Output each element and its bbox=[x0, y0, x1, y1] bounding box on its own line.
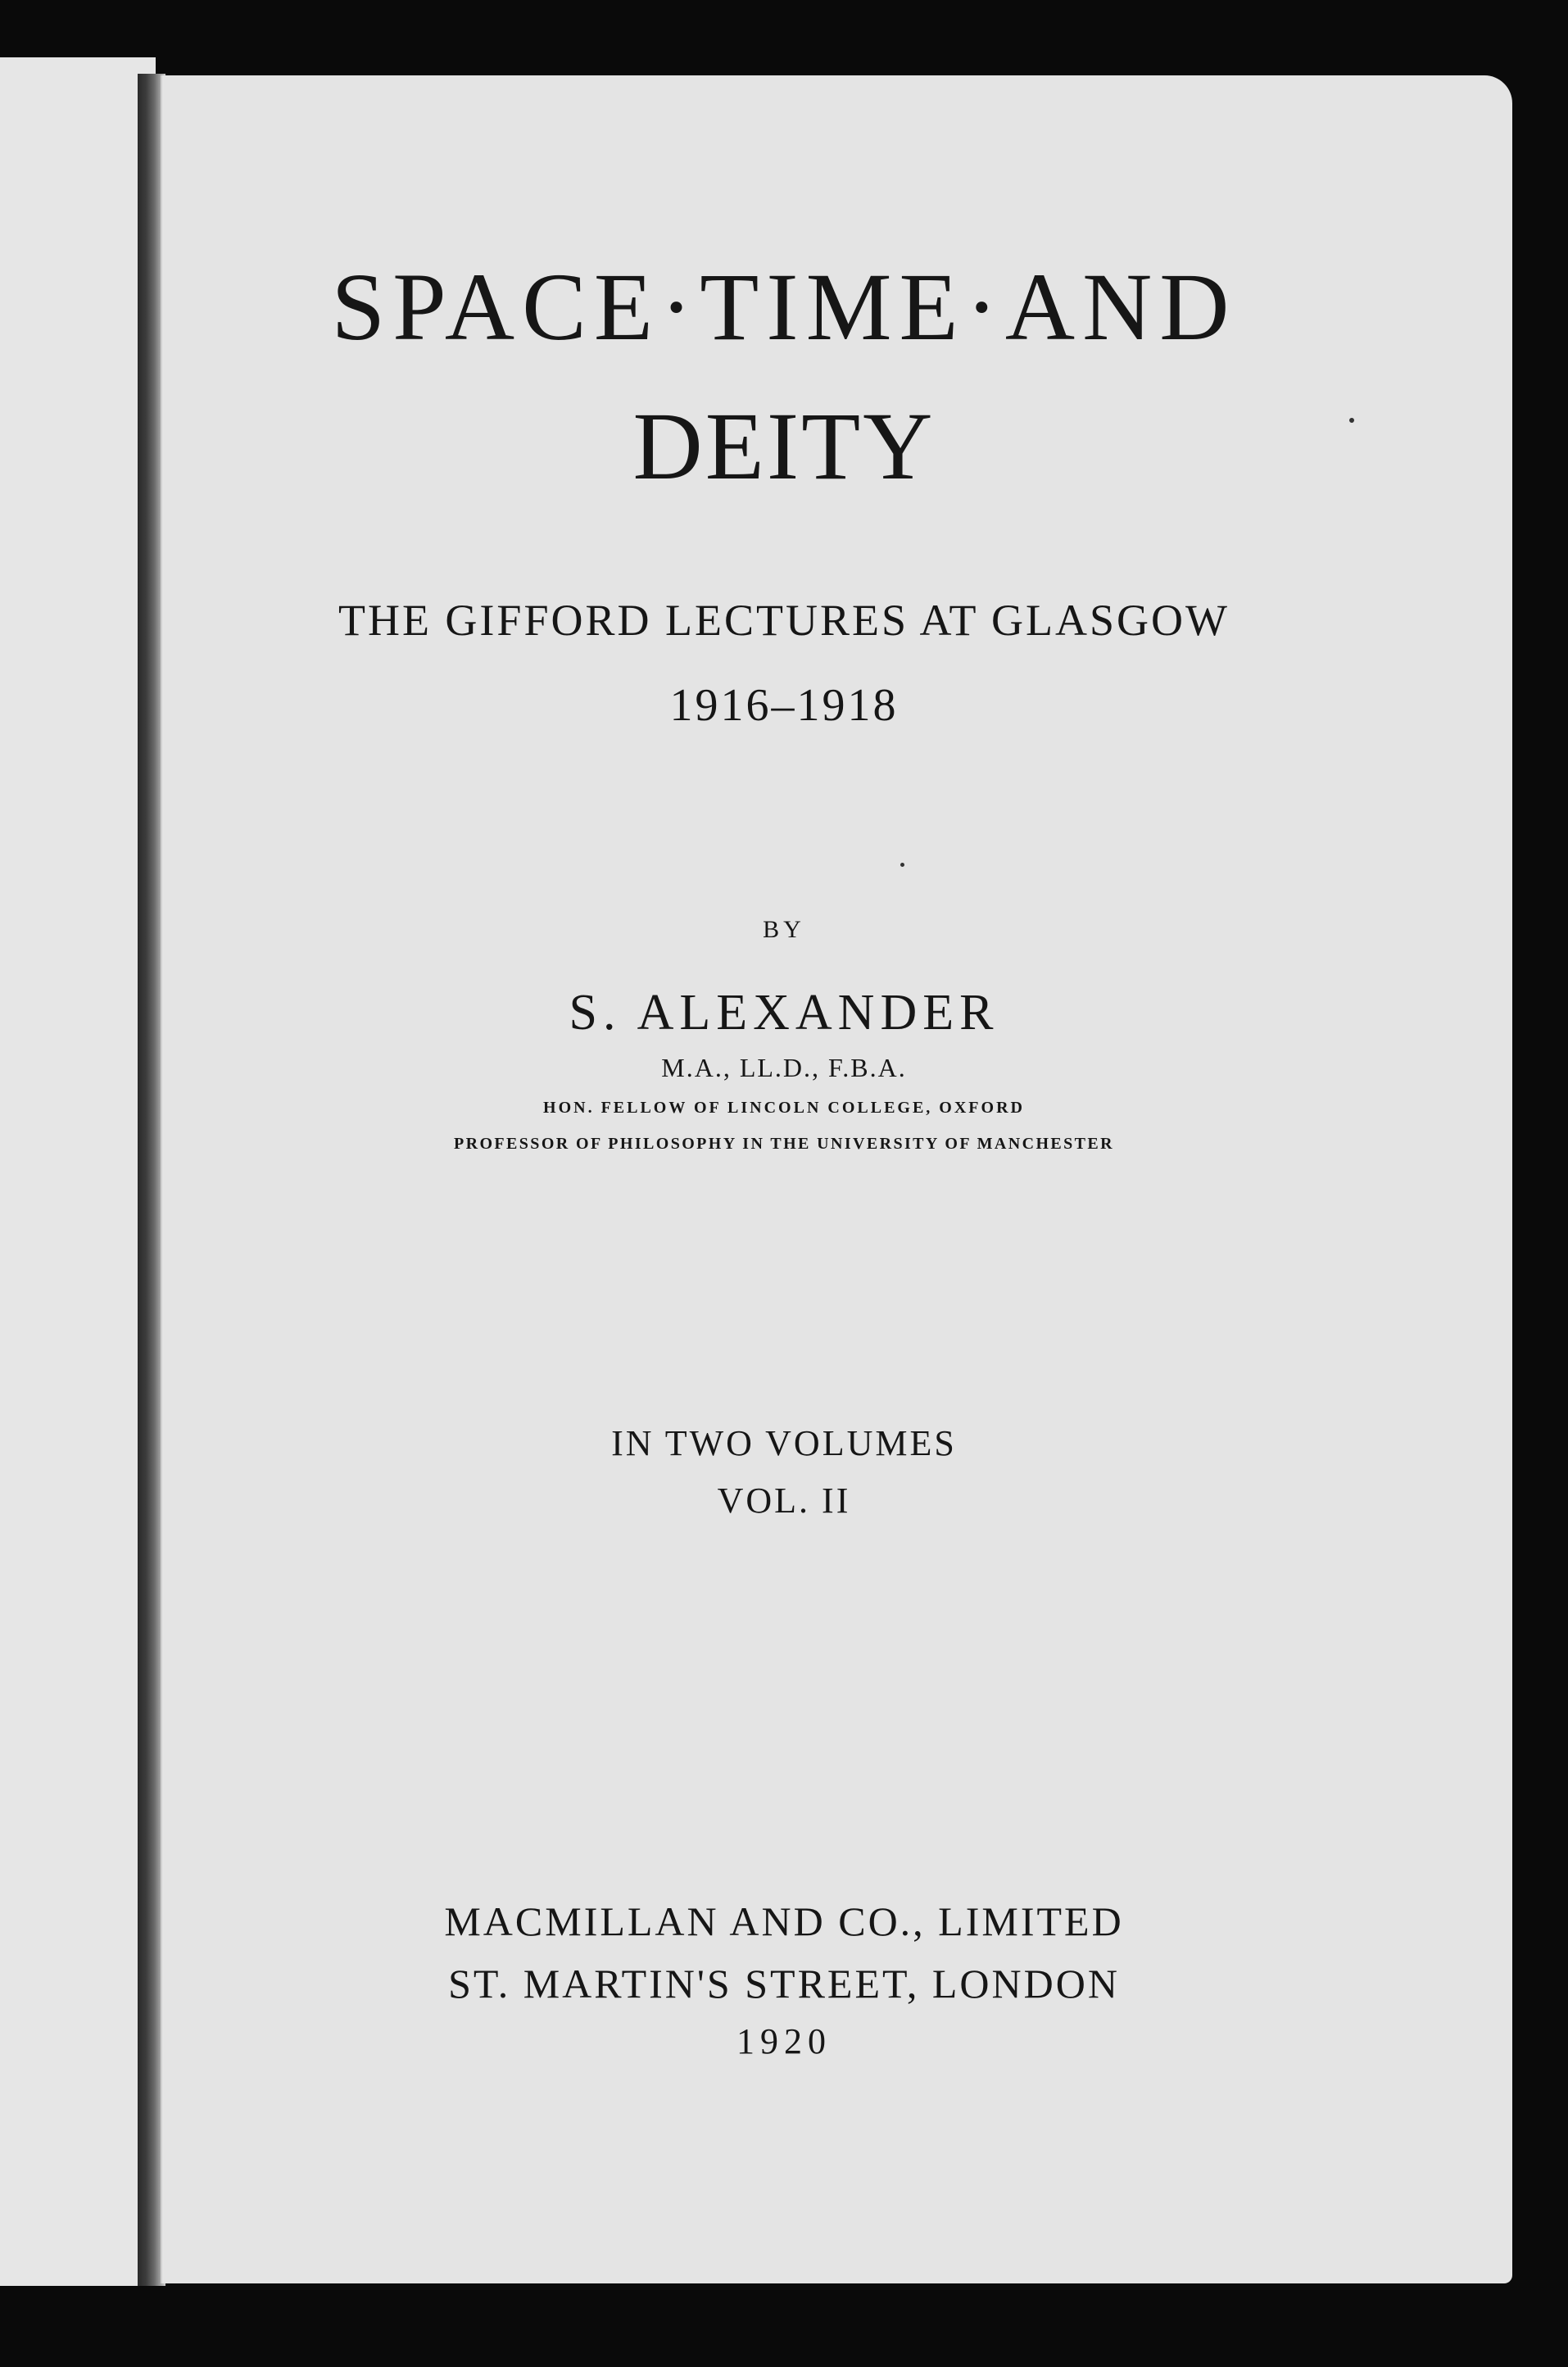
author-degrees: M.A., LL.D., F.B.A. bbox=[661, 1053, 907, 1082]
book-title-line-2: DEITY bbox=[632, 392, 936, 500]
volume-set-note: IN TWO VOLUMES bbox=[611, 1423, 957, 1463]
book-title-line-1: SPACE·TIME·AND bbox=[331, 253, 1237, 360]
publisher-name: MACMILLAN AND CO., LIMITED bbox=[444, 1898, 1124, 1944]
paper-speck bbox=[900, 863, 904, 867]
lecture-dates: 1916–1918 bbox=[669, 680, 899, 731]
publication-year: 1920 bbox=[736, 2021, 832, 2061]
author-fellowship: HON. FELLOW OF LINCOLN COLLEGE, OXFORD bbox=[543, 1099, 1025, 1117]
publisher-address: ST. MARTIN'S STREET, LONDON bbox=[448, 1961, 1120, 2007]
author-name: S. ALEXANDER bbox=[569, 985, 999, 1041]
by-line: BY bbox=[763, 916, 805, 943]
book-subtitle: THE GIFFORD LECTURES AT GLASGOW bbox=[338, 596, 1230, 645]
author-position: PROFESSOR OF PHILOSOPHY IN THE UNIVERSITY OF MANCHESTER bbox=[454, 1135, 1114, 1153]
volume-number: VOL. II bbox=[717, 1481, 851, 1521]
